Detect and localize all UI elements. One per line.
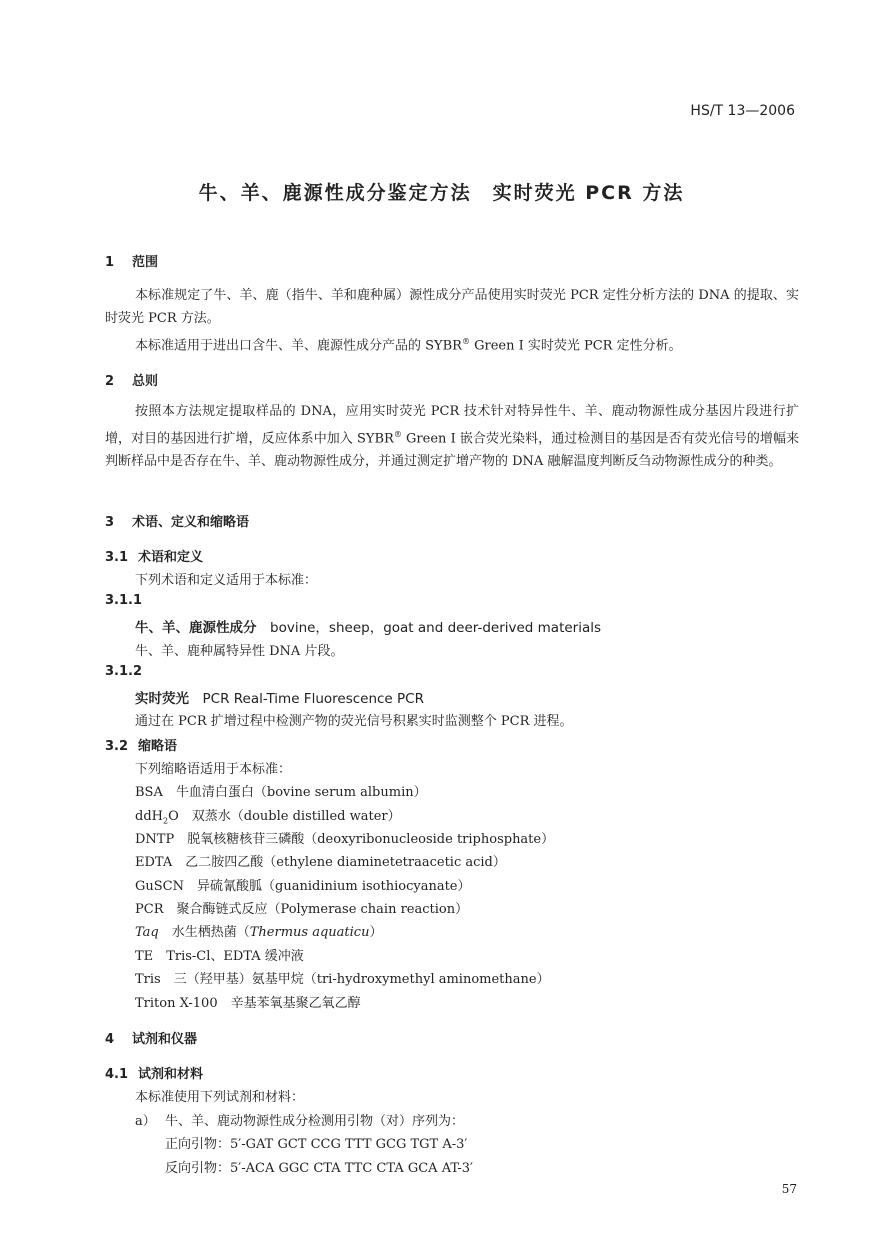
text-run: 按照本方法规定提取样品的 DNA，应用实时荧光 PCR 技术针对特异性牛、羊、鹿动物源性成分基因片段进行扩增，对目的基因进行扩增，反应体系中加入 SYBR bbox=[105, 404, 799, 447]
section-3-heading bbox=[105, 511, 249, 530]
section-1-paragraph-1: 本标准规定了牛、羊、鹿（指牛、羊和鹿种属）源性成分产品使用实时荧光 PCR 定性分析方法的 DNA 的提取、实时荧光 PCR 方法。 bbox=[105, 288, 799, 326]
section-title: 范围 bbox=[132, 255, 159, 270]
subsection-3-1-intro: 下列术语和定义适用于本标准： bbox=[135, 573, 318, 588]
section-number: 1 bbox=[105, 255, 115, 270]
section-4-heading bbox=[105, 1028, 197, 1047]
forward-primer: 正向引物：5′-GAT GCT CCG TTT GCG TGT A-3′ bbox=[165, 1137, 468, 1152]
registered-mark: ® bbox=[461, 337, 470, 346]
subscript: 2 bbox=[162, 816, 169, 826]
section-title: 试剂和仪器 bbox=[132, 1032, 198, 1047]
abbreviation-key: BSA bbox=[135, 785, 163, 800]
abbreviation-key bbox=[135, 809, 179, 826]
abbreviation-value: 异硫氰酸胍（guanidinium isothiocyanate） bbox=[197, 879, 471, 894]
subsection-number: 3.1 bbox=[105, 550, 129, 565]
term-english: bovine，sheep，goat and deer-derived materials bbox=[270, 620, 602, 636]
section-title: 术语、定义和缩略语 bbox=[132, 515, 250, 530]
abbreviation-value: 双蒸水（double distilled water） bbox=[191, 809, 401, 824]
abbreviation-item bbox=[135, 992, 361, 1011]
term-3-1-2-number: 3.1.2 bbox=[105, 664, 143, 679]
section-1-paragraph-2 bbox=[105, 330, 799, 357]
abbreviation-key: Triton X-100 bbox=[135, 996, 218, 1011]
term-3-1-1-number: 3.1.1 bbox=[105, 593, 143, 608]
abbreviation-value: 水生栖热菌（ bbox=[171, 925, 250, 940]
abbreviation-item bbox=[135, 851, 506, 870]
term-chinese: 实时荧光 bbox=[135, 691, 189, 707]
abbreviation-item bbox=[135, 898, 468, 917]
abbreviation-key: Taq bbox=[135, 925, 159, 940]
abbreviation-value-italic: Thermus aquaticu bbox=[249, 925, 370, 940]
section-2-heading bbox=[105, 370, 158, 389]
text-run: Green I 实时荧光 PCR 定性分析。 bbox=[469, 338, 682, 354]
list-label: a） bbox=[135, 1114, 156, 1129]
list-item-a bbox=[135, 1110, 464, 1129]
abbreviation-item bbox=[135, 968, 550, 987]
text-run: 本标准适用于进出口含牛、羊、鹿源性成分产品的 SYBR bbox=[135, 338, 462, 354]
section-number: 4 bbox=[105, 1032, 115, 1047]
abbreviation-value: 脱氧核糖核苷三磷酸（deoxyribonucleoside triphosphate） bbox=[187, 832, 555, 847]
reverse-primer: 反向引物：5′-ACA GGC CTA TTC CTA GCA AT-3′ bbox=[165, 1161, 473, 1176]
subsection-title: 术语和定义 bbox=[138, 550, 204, 565]
document-code: HS/T 13—2006 bbox=[690, 103, 795, 119]
key-text: ddH bbox=[135, 809, 163, 824]
term-3-1-1-definition: 牛、羊、鹿种属特异性 DNA 片段。 bbox=[135, 644, 344, 659]
term-chinese: 牛、羊、鹿源性成分 bbox=[135, 620, 257, 636]
registered-mark: ® bbox=[393, 430, 402, 439]
section-number: 3 bbox=[105, 515, 115, 530]
page-number: 57 bbox=[781, 1182, 797, 1196]
abbreviation-item bbox=[135, 805, 401, 826]
abbreviation-value: 牛血清白蛋白（bovine serum albumin） bbox=[175, 785, 427, 800]
list-text: 牛、羊、鹿动物源性成分检测用引物（对）序列为： bbox=[165, 1114, 465, 1129]
abbreviation-item bbox=[135, 921, 382, 940]
subsection-title: 试剂和材料 bbox=[138, 1067, 204, 1082]
abbreviation-key: GuSCN bbox=[135, 879, 184, 894]
abbreviation-value-end: ） bbox=[369, 925, 383, 940]
subsection-3-2-heading bbox=[105, 735, 177, 754]
subsection-number: 4.1 bbox=[105, 1067, 129, 1082]
section-1-heading bbox=[105, 251, 158, 270]
abbreviation-key: DNTP bbox=[135, 832, 175, 847]
subsection-number: 3.2 bbox=[105, 739, 129, 754]
term-english: PCR Real-Time Fluorescence PCR bbox=[202, 691, 424, 707]
abbreviation-value: 聚合酶链式反应（Polymerase chain reaction） bbox=[176, 902, 469, 917]
abbreviation-value: Tris-Cl、EDTA 缓冲液 bbox=[166, 949, 304, 964]
abbreviation-item bbox=[135, 828, 554, 847]
text-run: Green I 嵌合荧光染料，通过检测目的基因是否有荧光信号的增幅来判断样品中是否存在牛、羊、鹿动物源性成分，并通过测定扩增产物的 DNA 融解温度判断反刍动物源性成分的种类。 bbox=[105, 431, 799, 470]
abbreviation-key: Tris bbox=[135, 972, 161, 987]
abbreviation-value: 乙二胺四乙酸（ethylene diaminetetraacetic acid） bbox=[185, 855, 506, 870]
abbreviation-item bbox=[135, 945, 304, 964]
abbreviation-item bbox=[135, 875, 471, 894]
term-3-1-2 bbox=[135, 687, 424, 707]
key-text: O bbox=[168, 809, 179, 824]
subsection-3-2-intro: 下列缩略语适用于本标准： bbox=[135, 762, 292, 777]
subsection-title: 缩略语 bbox=[138, 739, 178, 754]
abbreviation-key: TE bbox=[135, 949, 154, 964]
term-3-1-2-definition: 通过在 PCR 扩增过程中检测产物的荧光信号积累实时监测整个 PCR 进程。 bbox=[135, 714, 573, 729]
abbreviation-value: 三（羟甲基）氨基甲烷（tri-hydroxymethyl aminomethane） bbox=[173, 972, 550, 987]
abbreviation-value: 辛基苯氧基聚乙氧乙醇 bbox=[230, 996, 361, 1011]
subsection-4-1-heading bbox=[105, 1063, 203, 1082]
section-title: 总则 bbox=[132, 374, 159, 389]
abbreviation-key: EDTA bbox=[135, 855, 173, 870]
subsection-3-1-heading bbox=[105, 546, 203, 565]
abbreviation-key: PCR bbox=[135, 902, 164, 917]
page-title: 牛、羊、鹿源性成分鉴定方法 实时荧光 PCR 方法 bbox=[198, 182, 685, 204]
abbreviation-item bbox=[135, 781, 427, 800]
section-2-paragraph bbox=[105, 400, 799, 473]
subsection-4-1-intro: 本标准使用下列试剂和材料： bbox=[135, 1090, 305, 1105]
section-number: 2 bbox=[105, 374, 115, 389]
term-3-1-1 bbox=[135, 616, 601, 636]
